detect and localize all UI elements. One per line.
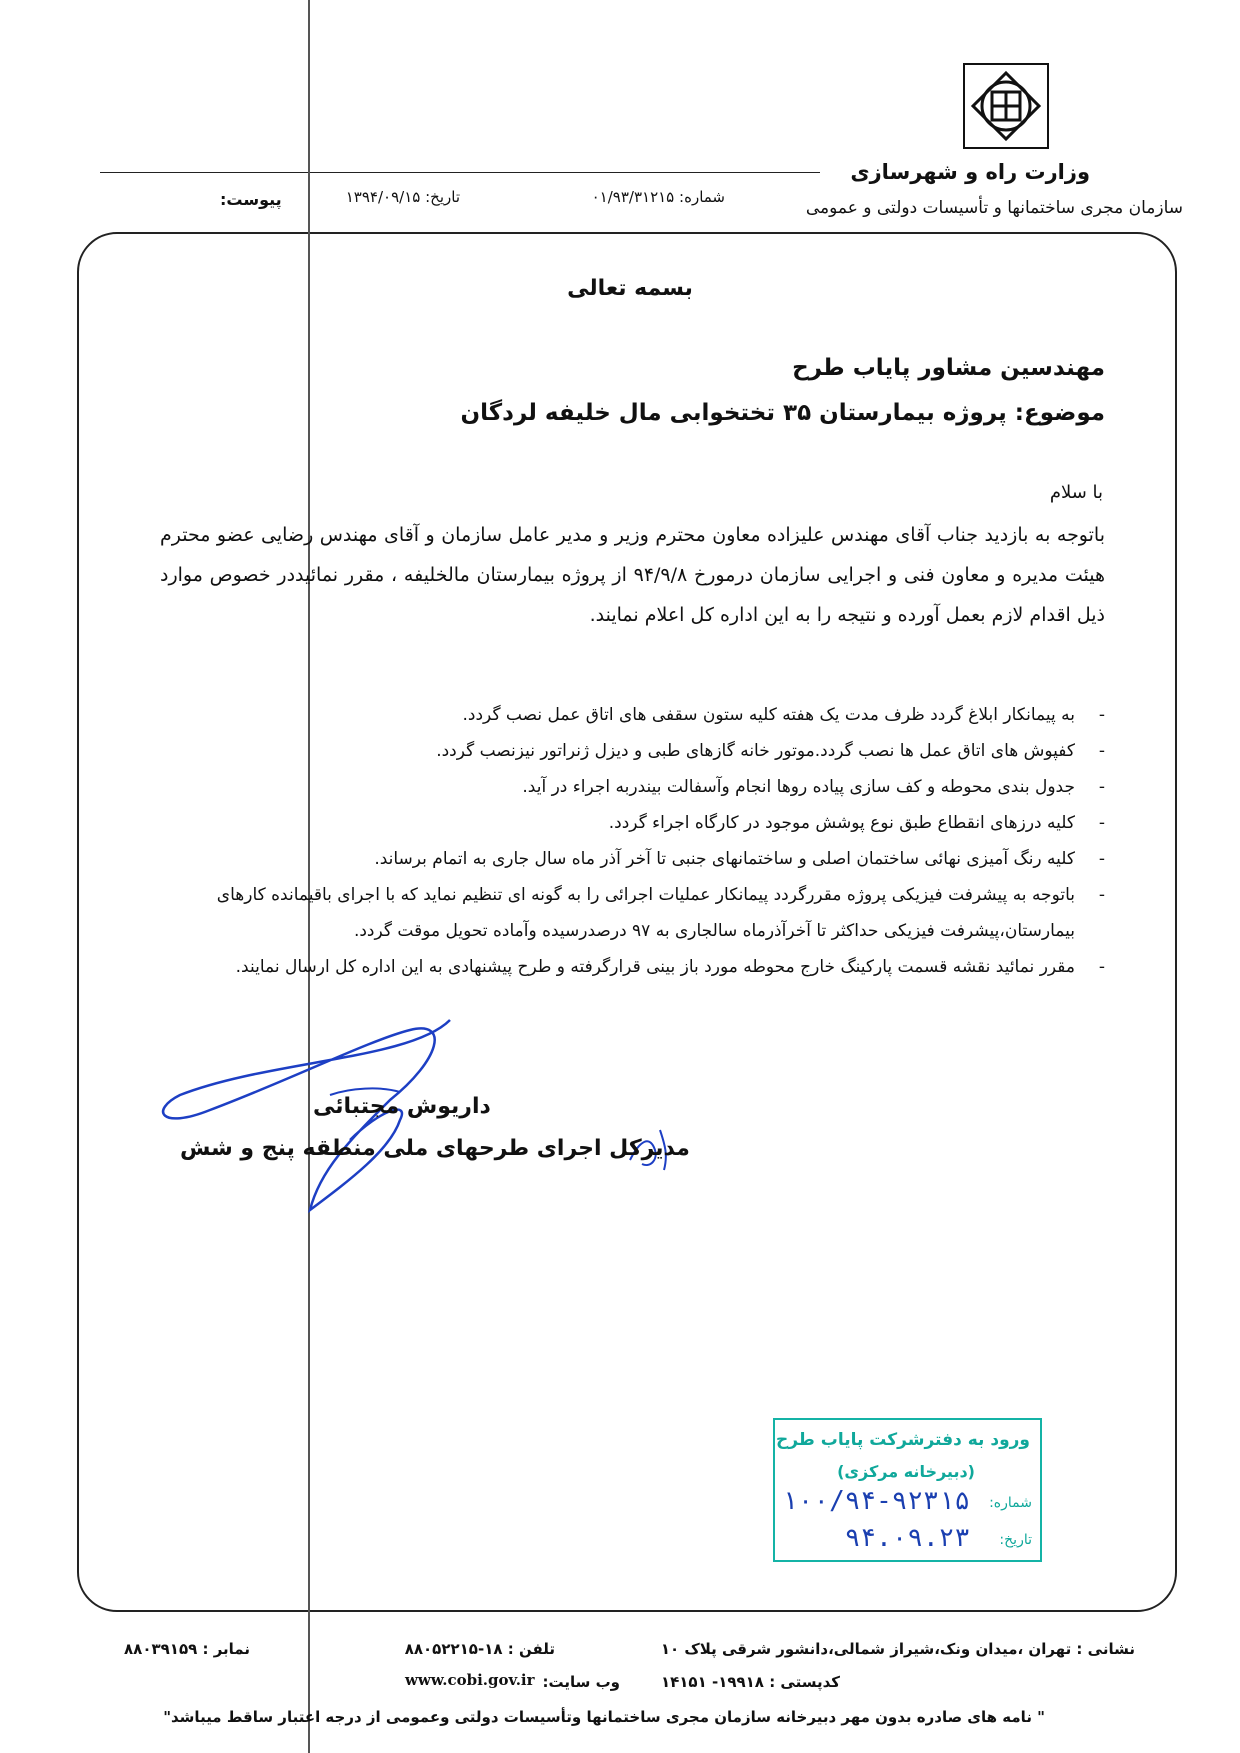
bullet: - <box>1098 741 1105 761</box>
item-text: کلیه درزهای انقطاع طبق نوع پوشش موجود در کارگاه اجراء گردد. <box>608 813 1075 833</box>
ministry-emblem-icon <box>963 63 1049 149</box>
number-value: ۰۱/۹۳/۳۱۲۱۵ <box>591 188 675 206</box>
footer-postal-code: کدپستی : ۱۹۹۱۸- ۱۴۱۵۱ <box>660 1673 840 1691</box>
stamp-subtitle: (دبیرخانه مرکزی) <box>837 1462 975 1481</box>
footer-address: نشانی : تهران ،میدان ونک،شیراز شمالی،دانشور شرقی پلاک ۱۰ <box>660 1640 1135 1658</box>
footer-notice: " نامه های صادره بدون مهر دبیرخانه سازمان مجری ساختمانها وتأسیسات دولتی وعمومی از درجه اعتبار ساقط میباشد" <box>163 1708 1045 1726</box>
item-text: باتوجه به پیشرفت فیزیکی پروژه مقررگردد پیمانکار عملیات اجرائی را به گونه ای تنظیم نماید که با اجرای باقیمانده کارهای بیمارستان،پیشرفت فیزیکی حداکثر تا آخرآذرماه سالجاری به ۹۷ درصدرسیده وآماده تحویل موقت گردد. <box>216 885 1075 941</box>
item-text: کفپوش های اتاق عمل ها نصب گردد.موتور خانه گازهای طبی و دیزل ژنراتور نیزنصب گردد. <box>436 741 1075 761</box>
letter-number <box>592 188 725 206</box>
header-divider <box>100 172 820 173</box>
number-label: شماره: <box>679 188 725 206</box>
list-item <box>145 841 1105 877</box>
list-item <box>145 697 1105 733</box>
emblem-graphic <box>965 65 1047 147</box>
list-item <box>145 769 1105 805</box>
signer-name: داریوش مجتبائی <box>313 1094 491 1119</box>
letter-date <box>346 188 460 206</box>
stamp-number-value: ۱۰۰/۹۴-۹۲۳۱۵ <box>782 1486 970 1516</box>
item-text: جدول بندی محوطه و کف سازی پیاده روها انجام وآسفالت بیندربه اجراء در آید. <box>522 777 1075 797</box>
item-text: مقرر نمائید نقشه قسمت پارکینگ خارج محوطه مورد باز بینی قرارگرفته و طرح پیشنهادی به این اداره کل ارسال نمایند. <box>235 957 1075 977</box>
footer-website[interactable]: www.cobi.gov.ir <box>405 1671 535 1689</box>
list-item <box>145 733 1105 769</box>
bullet: - <box>1098 849 1105 869</box>
date-value: ۱۳۹۴/۰۹/۱۵ <box>345 188 421 206</box>
item-text: کلیه رنگ آمیزی نهائی ساختمان اصلی و ساختمانهای جنبی تا آخر آذر ماه سال جاری به اتمام برساند. <box>374 849 1075 869</box>
stamp-date-label: تاریخ: <box>999 1532 1032 1548</box>
bullet: - <box>1098 777 1105 797</box>
organization-name: سازمان مجری ساختمانها و تأسیسات دولتی و عمومی <box>805 198 1183 218</box>
intro-paragraph: باتوجه به بازدید جناب آقای مهندس علیزاده معاون محترم وزیر و مدیر عامل سازمان و آقای مهندس رضایی عضو محترم هیئت مدیره و معاون فنی و اجرایی سازمان درمورخ ۹۴/۹/۸ از پروژه بیمارستان مالخلیفه ، مقرر نمائیددر خصوص موارد ذیل اقدام لازم بعمل آورده و نتیجه را به این اداره کل اعلام نمایند. <box>160 524 1105 626</box>
stamp-date-value: ۹۴.۰۹.۲۳ <box>844 1523 970 1553</box>
stamp-title: ورود به دفترشرکت پایاب طرح <box>775 1430 1030 1450</box>
footer-phone: تلفن : ۱۸-۸۸۰۵۲۲۱۵ <box>404 1640 555 1658</box>
bullet: - <box>1098 813 1105 833</box>
attachment-label: پیوست: <box>220 190 282 209</box>
list-item <box>145 949 1105 985</box>
item-text: به پیمانکار ابلاغ گردد ظرف مدت یک هفته کلیه ستون سقفی های اتاق عمل نصب گردد. <box>462 705 1075 725</box>
footer-fax: نمابر : ۸۸۰۳۹۱۵۹ <box>124 1640 250 1658</box>
action-items <box>145 697 1105 985</box>
receipt-stamp <box>773 1418 1042 1562</box>
basmala: بسمه تعالی <box>567 276 693 301</box>
bullet: - <box>1098 705 1105 725</box>
signer-title: مدیرکل اجرای طرحهای ملی منطقه پنج و شش <box>180 1136 690 1161</box>
footer-website-label: وب سایت: <box>542 1673 620 1691</box>
ministry-name: وزارت راه و شهرسازی <box>850 160 1090 184</box>
recipient: مهندسین مشاور پایاب طرح <box>792 355 1105 381</box>
list-item <box>145 805 1105 841</box>
stamp-number-label: شماره: <box>989 1495 1032 1511</box>
list-item <box>145 877 1105 949</box>
bullet: - <box>1098 885 1105 905</box>
subject: موضوع: پروژه بیمارستان ۳۵ تختخوابی مال خلیفه لردگان <box>460 400 1105 426</box>
bullet: - <box>1098 957 1105 977</box>
date-label: تاریخ: <box>425 188 460 206</box>
greeting: با سلام <box>1049 482 1103 503</box>
